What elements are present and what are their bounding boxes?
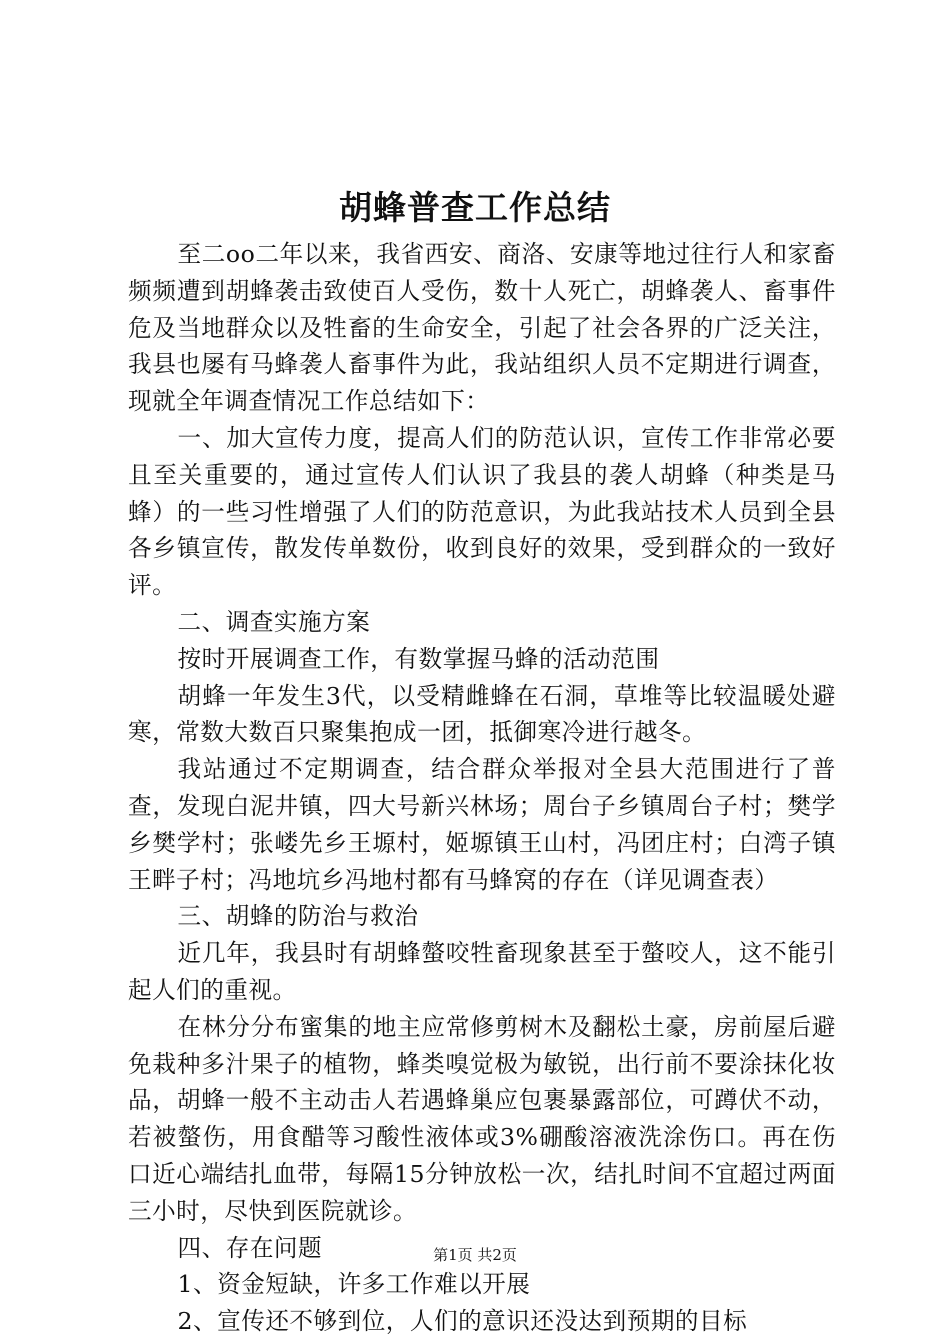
section-heading-2: 二、调查实施方案 [177, 607, 371, 636]
section-heading-4: 四、存在问题 [177, 1233, 323, 1262]
page-footer: 第1页 共2页 [433, 1246, 517, 1264]
paragraph: 我站通过不定期调查，结合群众举报对全县大范围进行了普查，发现白泥井镇，四大号新兴林场；周台子乡镇周台子村；樊学乡樊学村；张嵝先乡王塬村，姬塬镇王山村，冯团庄村；白湾子镇王畔子村；冯地坑乡冯地村都有马蜂窝的存在（详见调查表） [128, 755, 836, 894]
paragraph-intro: 至二oo二年以来，我省西安、商洛、安康等地过往行人和家畜频频遭到胡蜂袭击致使百人受伤，数十人死亡，胡蜂袭人、畜事件危及当地群众以及牲畜的生命安全，引起了社会各界的广泛关注，我县也屡有马蜂袭人畜事件为此，我站组织人员不定期进行调查，现就全年调查情况工作总结如下： [128, 240, 836, 416]
section-heading-3: 三、胡蜂的防治与救治 [177, 902, 419, 931]
paragraph: 按时开展调查工作，有数掌握马蜂的活动范围 [177, 644, 660, 673]
page-title: 胡蜂普查工作总结 [339, 188, 611, 227]
paragraph-section-1: 一、加大宣传力度，提高人们的防范认识，宣传工作非常必要且至关重要的，通过宣传人们认识了我县的袭人胡蜂（种类是马蜂）的一些习性增强了人们的防范意识，为此我站技术人员到全县各乡镇宣传，散发传单数份，收到良好的效果，受到群众的一致好评。 [128, 423, 836, 600]
list-item: 1、资金短缺，许多工作难以开展 [177, 1270, 531, 1299]
paragraph: 胡蜂一年发生3代，以受精雌蜂在石洞，草堆等比较温暖处避寒，常数大数百只聚集抱成一团，抵御寒冷进行越冬。 [128, 681, 836, 747]
list-item: 2、宣传还不够到位，人们的意识还没达到预期的目标 [177, 1307, 748, 1336]
document-body [128, 236, 836, 1340]
paragraph: 在林分分布蜜集的地主应常修剪树木及翻松土豪，房前屋后避免栽种多汁果子的植物，蜂类嗅觉极为敏锐，出行前不要涂抹化妆品，胡蜂一般不主动击人若遇蜂巢应包裹暴露部位，可蹲伏不动，若被螫伤，用食醋等习酸性液体或3%硼酸溶液洗涂伤口。再在伤口近心端结扎血带，每隔15分钟放松一次，结扎时间不宜超过两面三小时，尽快到医院就诊。 [128, 1012, 836, 1225]
paragraph: 近几年，我县时有胡蜂螫咬牲畜现象甚至于螫咬人，这不能引起人们的重视。 [128, 939, 836, 1004]
